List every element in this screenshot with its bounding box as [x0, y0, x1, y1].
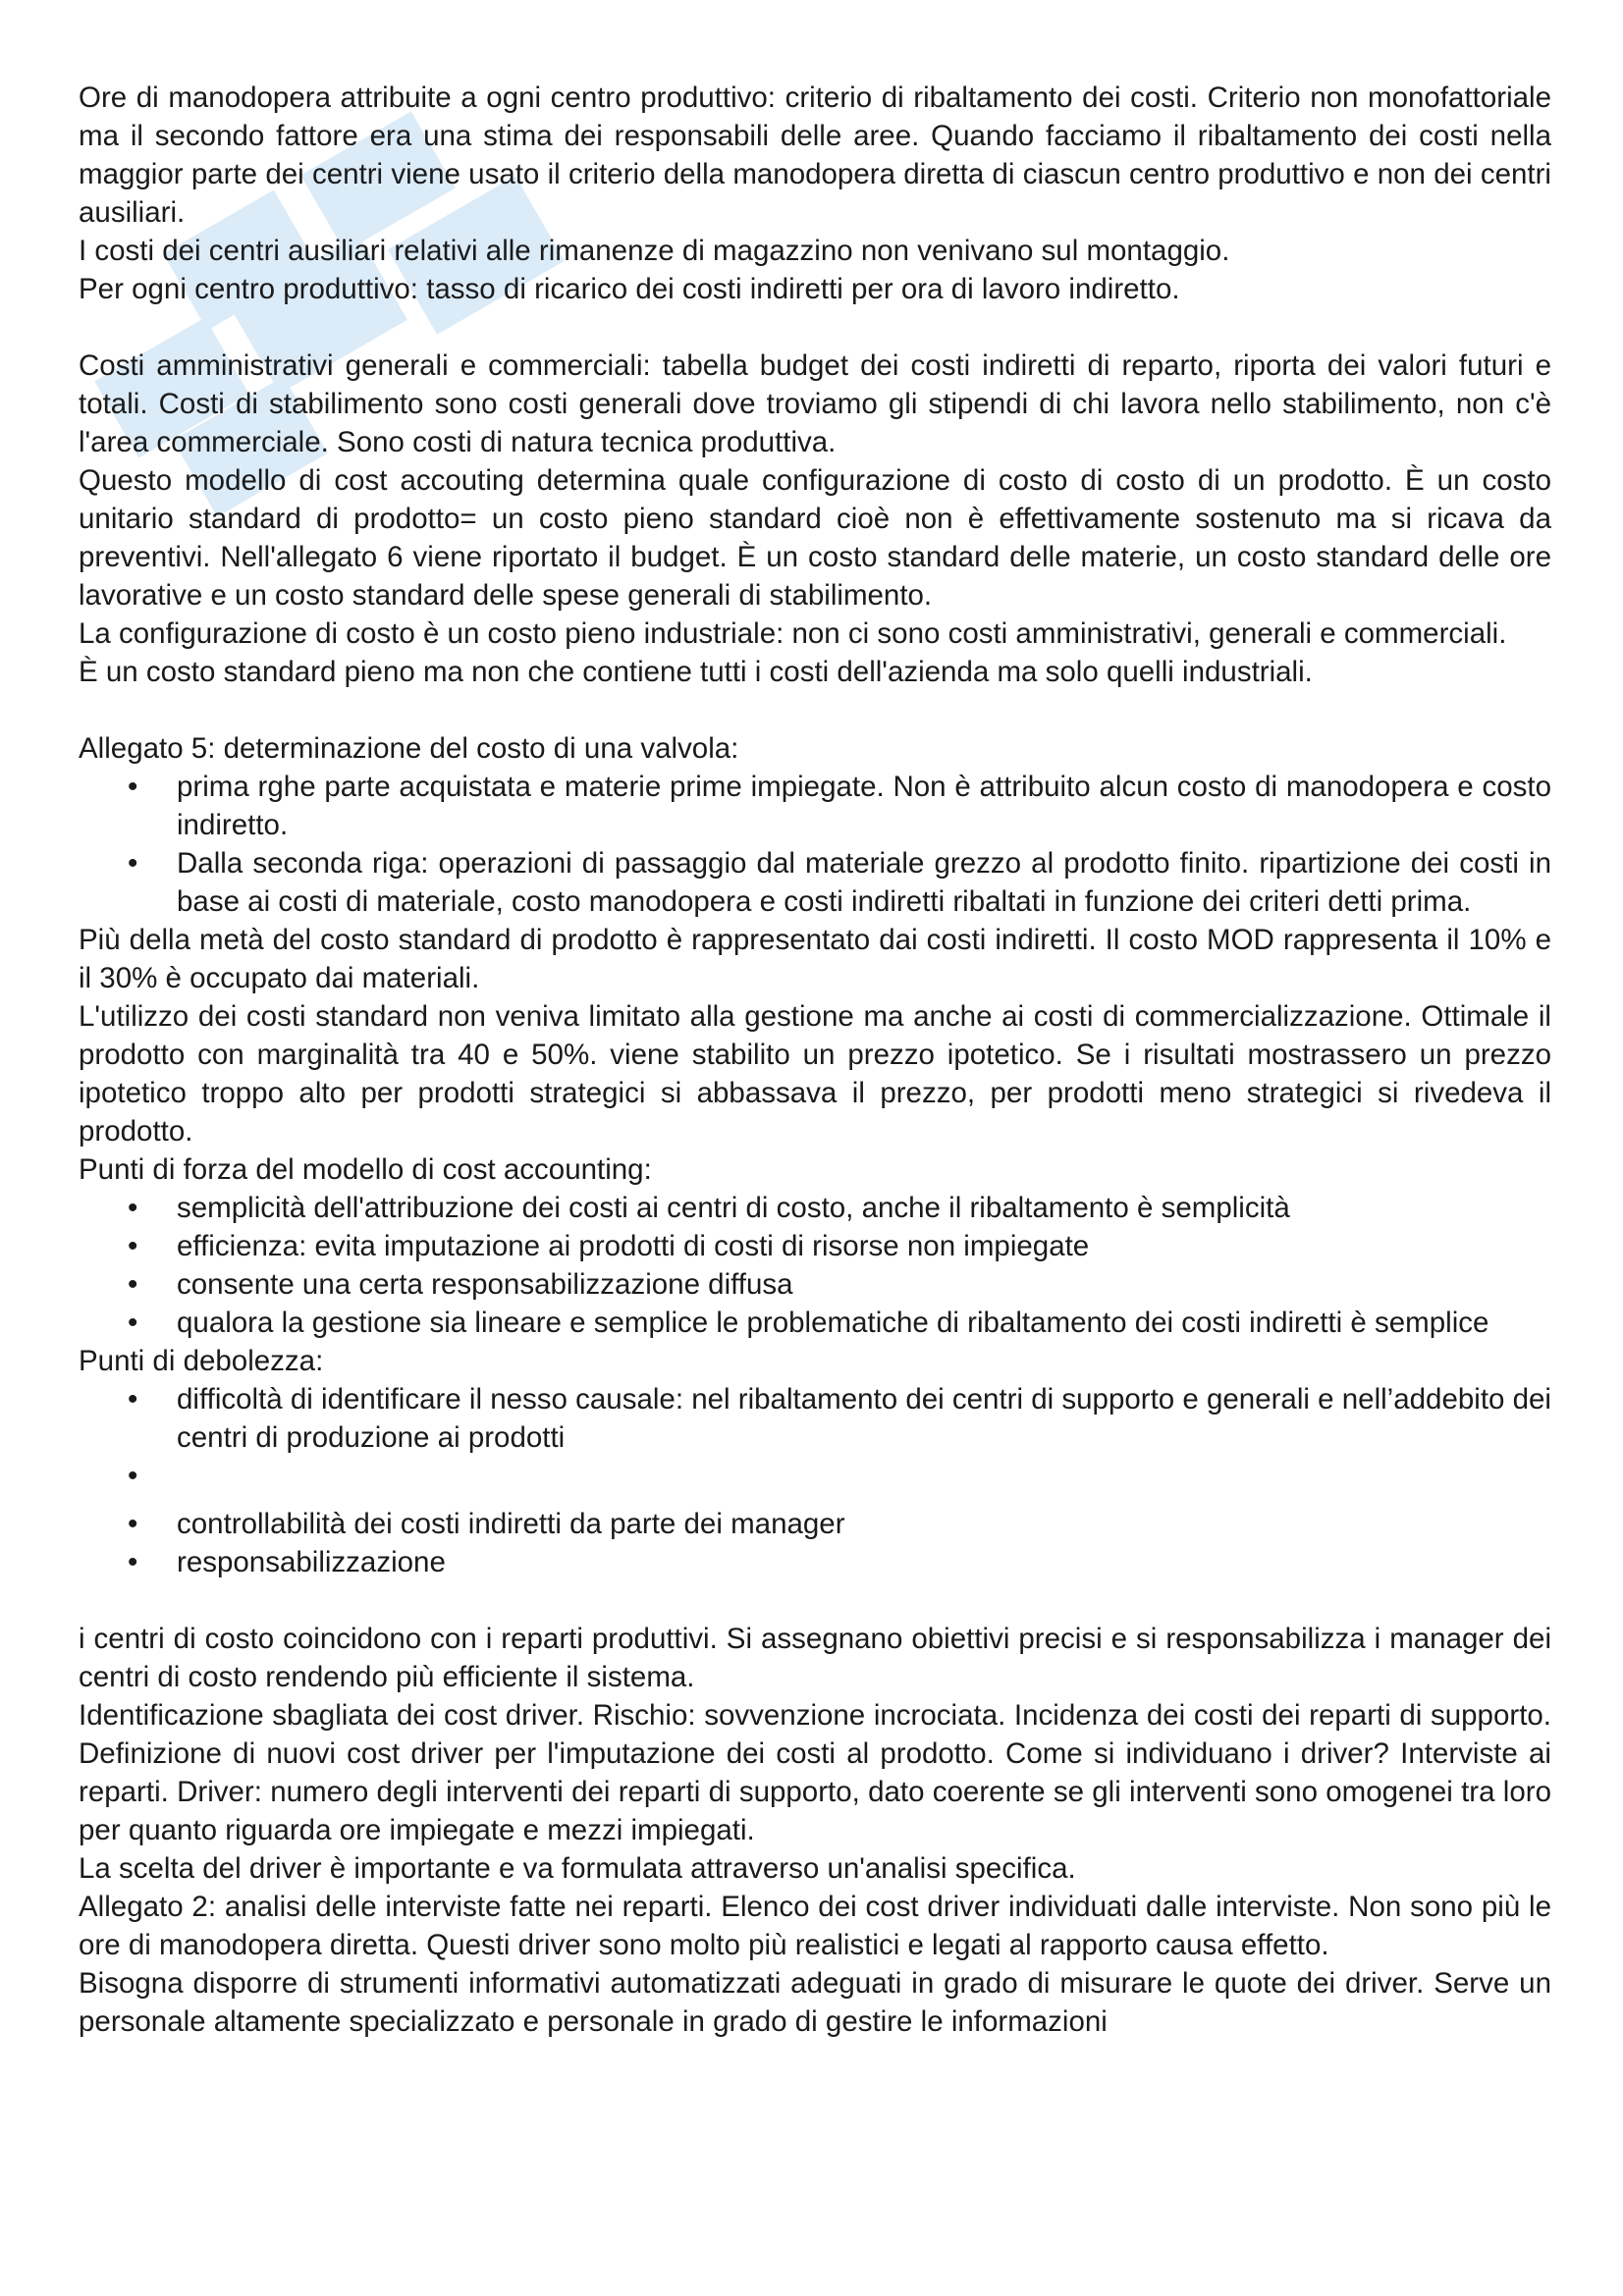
bullet-icon: •	[128, 1383, 138, 1415]
paragraph: I costi dei centri ausiliari relativi alle rimanenze di magazzino non venivano sul montaggio.	[79, 235, 1230, 267]
section-punti-di-debolezza	[79, 1342, 1551, 1581]
paragraph: La scelta del driver è importante e va formulata attraverso un'analisi specifica.	[79, 1852, 1076, 1885]
paragraph: Più della metà del costo standard di prodotto è rappresentato dai costi indiretti. Il costo MOD rappresenta il 10% e il 30% è occupato dai materiali.	[79, 924, 1551, 994]
list-item: • controllabilità dei costi indiretti da parte dei manager	[79, 1505, 1551, 1543]
bullet-list	[79, 768, 1551, 921]
list-item: • efficienza: evita imputazione ai prodotti di costi di risorse non impiegate	[79, 1227, 1551, 1265]
list-item: • prima rghe parte acquistata e materie prime impiegate. Non è attribuito alcun costo di manodopera e costo indiretto.	[79, 768, 1551, 844]
section-cost-driver	[79, 1620, 1551, 2041]
paragraph: Allegato 2: analisi delle interviste fatte nei reparti. Elenco dei cost driver individuati dalle interviste. Non sono più le ore di manodopera diretta. Questi driver sono molto più realistici e legati al rapporto causa effetto.	[79, 1891, 1551, 1961]
bullet-icon: •	[128, 1307, 138, 1339]
document-page	[79, 79, 1551, 2041]
bullet-icon: •	[128, 1546, 138, 1578]
paragraph: Bisogna disporre di strumenti informativi automatizzati adeguati in grado di misurare le quote dei driver. Serve un personale altamente specializzato e personale in grado di gestire le informazioni	[79, 1967, 1551, 2038]
list-intro: Punti di debolezza:	[79, 1345, 324, 1377]
paragraph: Questo modello di cost accouting determina quale configurazione di costo di costo di un prodotto. È un costo unitario standard di prodotto= un costo pieno standard cioè non è effettivamente sostenuto ma si ricava da preventivi. Nell'allegato 6 viene riportato il budget. È un costo standard delle materie, un costo standard delle ore lavorative e un costo standard delle spese generali di stabilimento.	[79, 464, 1551, 612]
paragraph: Identificazione sbagliata dei cost driver. Rischio: sovvenzione incrociata. Incidenza dei costi dei reparti di supporto. Definizione di nuovi cost driver per l'imputazione dei costi al prodotto. Come si individuano i driver? Interviste ai reparti. Driver: numero degli interventi dei reparti di supporto, dato coerente se gli interventi sono omogenei tra loro per quanto riguarda ore impiegate e mezzi impiegati.	[79, 1699, 1551, 1846]
paragraph: L'utilizzo dei costi standard non veniva limitato alla gestione ma anche ai costi di commercializzazione. Ottimale il prodotto con marginalità tra 40 e 50%. viene stabilito un prezzo ipotetico. Se i risultati mostrassero un prezzo ipotetico troppo alto per prodotti strategici si abbassava il prezzo, per prodotti meno strategici si rivedeva il prodotto.	[79, 1000, 1551, 1148]
paragraph: È un costo standard pieno ma non che contiene tutti i costi dell'azienda ma solo quelli industriali.	[79, 656, 1313, 688]
bullet-icon: •	[128, 771, 138, 803]
list-item: • qualora la gestione sia lineare e semplice le problematiche di ribaltamento dei costi indiretti è semplice	[79, 1304, 1551, 1342]
bullet-list	[79, 1380, 1551, 1581]
list-item: • Dalla seconda riga: operazioni di passaggio dal materiale grezzo al prodotto finito. ripartizione dei costi in base ai costi di materiale, costo manodopera e costi indiretti ribaltati in funzione dei criteri detti prima.	[79, 844, 1551, 921]
list-intro: Punti di forza del modello di cost accounting:	[79, 1153, 652, 1186]
bullet-icon: •	[128, 1268, 138, 1301]
section-intro	[79, 79, 1551, 308]
bullet-icon: •	[128, 1460, 138, 1492]
bullet-icon: •	[128, 1192, 138, 1224]
section-allegato-5	[79, 729, 1551, 921]
bullet-icon: •	[128, 1508, 138, 1540]
section-costo-standard	[79, 921, 1551, 1150]
paragraph: Costi amministrativi generali e commerciali: tabella budget dei costi indiretti di reparto, riporta dei valori futuri e totali. Costi di stabilimento sono costi generali dove troviamo gli stipendi di chi lavora nello stabilimento, non c'è l'area commerciale. Sono costi di natura tecnica produttiva.	[79, 349, 1551, 458]
paragraph: i centri di costo coincidono con i reparti produttivi. Si assegnano obiettivi precisi e si responsabilizza i manager dei centri di costo rendendo più efficiente il sistema.	[79, 1623, 1551, 1693]
paragraph: Per ogni centro produttivo: tasso di ricarico dei costi indiretti per ora di lavoro indiretto.	[79, 273, 1180, 305]
list-item: • semplicità dell'attribuzione dei costi ai centri di costo, anche il ribaltamento è semplicità	[79, 1189, 1551, 1227]
list-item: • consente una certa responsabilizzazione diffusa	[79, 1265, 1551, 1304]
bullet-icon: •	[128, 847, 138, 880]
list-item: • difficoltà di identificare il nesso causale: nel ribaltamento dei centri di supporto e generali e nell’addebito dei centri di produzione ai prodotti	[79, 1380, 1551, 1457]
bullet-list	[79, 1189, 1551, 1342]
paragraph: Ore di manodopera attribuite a ogni centro produttivo: criterio di ribaltamento dei costi. Criterio non monofattoriale ma il secondo fattore era una stima dei responsabili delle aree. Quando facciamo il ribaltamento dei costi nella maggior parte dei centri viene usato il criterio della manodopera diretta di ciascun centro produttivo e non dei centri ausiliari.	[79, 81, 1551, 229]
list-item: • responsabilizzazione	[79, 1543, 1551, 1581]
section-costi	[79, 347, 1551, 691]
paragraph: La configurazione di costo è un costo pieno industriale: non ci sono costi amministrativi, generali e commerciali.	[79, 617, 1507, 650]
bullet-icon: •	[128, 1230, 138, 1262]
list-intro: Allegato 5: determinazione del costo di una valvola:	[79, 732, 739, 765]
section-punti-di-forza	[79, 1150, 1551, 1342]
list-item	[79, 1457, 1551, 1505]
